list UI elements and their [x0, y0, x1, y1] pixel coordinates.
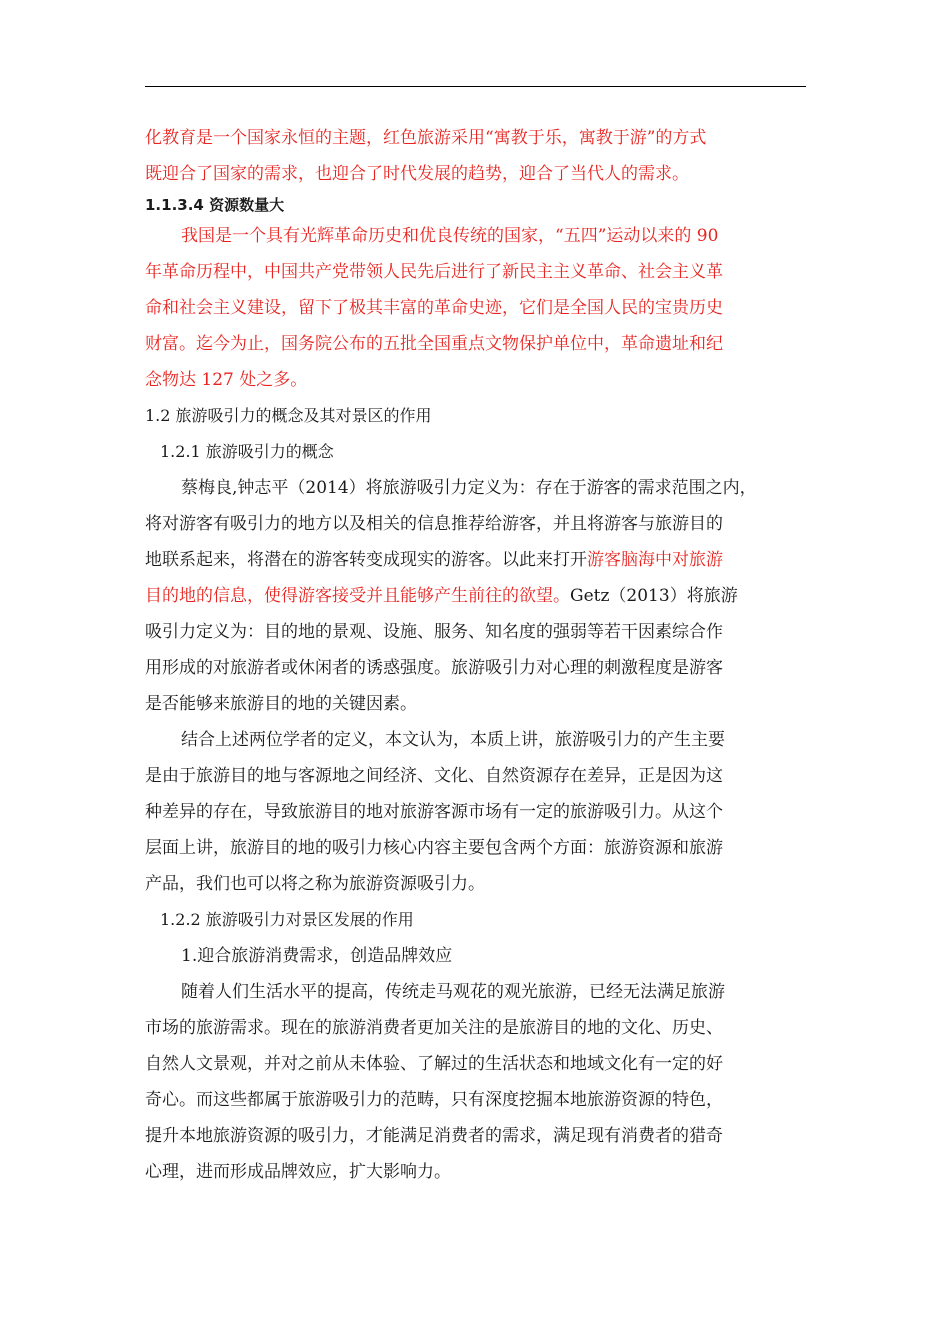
- para-line: 用形成的对旅游者或休闲者的诱惑强度。旅游吸引力对心理的刺激程度是游客: [145, 658, 723, 678]
- para-line: 是否能够来旅游目的地的关键因素。: [145, 694, 417, 714]
- para-line: 产品，我们也可以将之称为旅游资源吸引力。: [145, 874, 485, 894]
- para-line: 将对游客有吸引力的地方以及相关的信息推荐给游客，并且将游客与旅游目的: [145, 514, 723, 534]
- para-line: 财富。迄今为止，国务院公布的五批全国重点文物保护单位中，革命遗址和纪: [145, 334, 723, 354]
- section-heading-1-2-1: 1.2.1 旅游吸引力的概念: [160, 442, 334, 461]
- para-line: 结合上述两位学者的定义，本文认为，本质上讲，旅游吸引力的产生主要: [181, 730, 725, 750]
- para-line: 地联系起来，将潜在的游客转变成现实的游客。以此来打开游客脑海中对旅游: [145, 550, 723, 570]
- para-line: 我国是一个具有光辉革命历史和优良传统的国家，“五四”运动以来的 90: [181, 226, 719, 246]
- section-heading-1-1-3-4: 1.1.3.4 资源数量大: [145, 196, 285, 214]
- para-line: 蔡梅良,钟志平（2014）将旅游吸引力定义为：存在于游客的需求范围之内，: [181, 478, 757, 498]
- para-line: 念物达 127 处之多。: [145, 370, 308, 390]
- para-line: 既迎合了国家的需求，也迎合了时代发展的趋势，迎合了当代人的需求。: [145, 164, 689, 184]
- para-line: 随着人们生活水平的提高，传统走马观花的观光旅游，已经无法满足旅游: [181, 982, 725, 1002]
- para-line: 层面上讲，旅游目的地的吸引力核心内容主要包含两个方面：旅游资源和旅游: [145, 838, 723, 858]
- para-line: 心理，进而形成品牌效应，扩大影响力。: [145, 1162, 451, 1182]
- para-line: 自然人文景观，并对之前从未体验、了解过的生活状态和地域文化有一定的好: [145, 1054, 723, 1074]
- para-line: 目的地的信息，使得游客接受并且能够产生前往的欲望。Getz（2013）将旅游: [145, 586, 738, 606]
- subsection-title: 1.迎合旅游消费需求，创造品牌效应: [181, 946, 453, 966]
- para-line: 年革命历程中，中国共产党带领人民先后进行了新民主主义革命、社会主义革: [145, 262, 723, 282]
- para-line: 化教育是一个国家永恒的主题，红色旅游采用“寓教于乐，寓教于游”的方式: [145, 128, 707, 148]
- section-heading-1-2: 1.2 旅游吸引力的概念及其对景区的作用: [145, 406, 432, 425]
- para-line: 奇心。而这些都属于旅游吸引力的范畴，只有深度挖掘本地旅游资源的特色，: [145, 1090, 723, 1110]
- document-body: [145, 120, 806, 1190]
- para-line: 命和社会主义建设，留下了极其丰富的革命史迹，它们是全国人民的宝贵历史: [145, 298, 723, 318]
- section-heading-1-2-2: 1.2.2 旅游吸引力对景区发展的作用: [160, 910, 414, 929]
- header-rule: [145, 86, 806, 87]
- para-line: 提升本地旅游资源的吸引力，才能满足消费者的需求，满足现有消费者的猎奇: [145, 1126, 723, 1146]
- para-line: 吸引力定义为：目的地的景观、设施、服务、知名度的强弱等若干因素综合作: [145, 622, 723, 642]
- para-line: 是由于旅游目的地与客源地之间经济、文化、自然资源存在差异，正是因为这: [145, 766, 723, 786]
- para-line: 市场的旅游需求。现在的旅游消费者更加关注的是旅游目的地的文化、历史、: [145, 1018, 723, 1038]
- para-line: 种差异的存在，导致旅游目的地对旅游客源市场有一定的旅游吸引力。从这个: [145, 802, 723, 822]
